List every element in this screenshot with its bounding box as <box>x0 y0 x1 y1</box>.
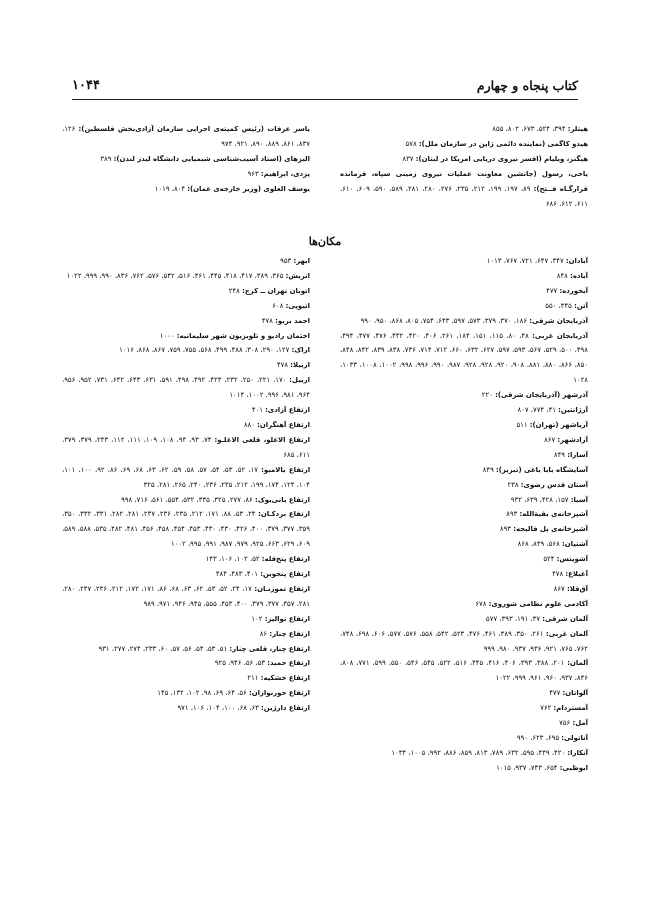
index-entry-pages: ۱۰۰۰ <box>159 331 177 340</box>
index-entry-name: اتیوپی: <box>285 301 310 310</box>
index-entry-name: ارتفاع بالامبو: <box>261 465 311 474</box>
index-entry-pages: ۵۷۸ <box>405 139 419 148</box>
index-entry-name: ارتفاع آهنگران: <box>257 420 310 429</box>
index-entry <box>62 507 310 552</box>
index-entry-pages: ۸۹، ۱۹۷، ۱۹۹، ۲۱۲، ۲۳۵، ۲۷۶، ۲۸۰، ۲۸۱، ۵۸۹، ۵۹۰، ۶۰۹، ۶۱۰، ۶۱۱، ۶۱۲، ۶۸۶ <box>340 184 588 208</box>
index-entry <box>340 269 588 284</box>
index-entry-pages: ۳۶۵، ۳۸۹، ۴۱۷، ۴۱۸، ۴۴۵، ۴۶۱، ۵۱۶، ۵۴۲، ۵۷۶، ۷۶۲، ۸۳۶، ۹۹۰، ۹۹۹، ۱۰۲۲ <box>66 271 286 280</box>
page-number: ۱۰۴۴ <box>72 78 100 93</box>
index-entry-pages: ۶۳، ۶۸، ۱۰۰، ۱۰۴، ۱۰۶، ۹۷۱ <box>177 704 262 713</box>
index-entry <box>62 329 310 344</box>
places-index-right-column <box>340 254 588 776</box>
index-entry-name: ارتفاع حمید: <box>267 659 310 668</box>
index-entry-name: اربیلا: <box>290 361 310 370</box>
index-entry-pages: ۴۷۷ <box>546 286 560 295</box>
index-entry-name: الیزهای (استاد آسیب‌شناسی شیمیایی دانشگاه لیدز لندن): <box>113 154 310 163</box>
index-entry-name: ارتفاع پنج‌قله: <box>261 555 310 564</box>
index-entry-name: ارتفاع خورنوازان: <box>248 689 310 698</box>
index-entry-name: آمستردام: <box>553 704 588 713</box>
index-entry-pages: ۳۴۷، ۶۴۷، ۷۲۱، ۷۶۷، ۱۰۱۳ <box>486 257 566 265</box>
index-entry <box>340 152 588 167</box>
index-entry-pages: ۱۸۶، ۳۷۰، ۳۷۹، ۵۷۳، ۵۹۷، ۶۴۳، ۷۵۴، ۸۰۵، ۸۶۸، ۹۵۰، ۹۹۰ <box>360 316 530 325</box>
index-entry-name: آق‌قلا: <box>566 584 588 593</box>
page-header <box>72 78 578 100</box>
index-entry-pages: ۴۷۸ <box>261 316 276 325</box>
index-entry-pages: ۵۲، ۱۰۲، ۱۰۶، ۱۴۳ <box>205 555 262 564</box>
index-entry <box>340 552 588 567</box>
index-entry-pages: ۱۷، ۲۴، ۵۲، ۵۳، ۶۲، ۶۳، ۶۸، ۸۶، ۱۷۱، ۱۷۲، ۲۱۲، ۲۳۶، ۲۳۷، ۲۸۰، ۲۸۱، ۳۵۷، ۳۷۷، ۳۷۹، ۴۰۰، ۴۵۳، ۵۵۵، ۹۴۵، ۹۴۶، ۹۷۱، ۹۸۹ <box>62 584 310 608</box>
index-entry <box>340 137 588 152</box>
index-entry-name: آشپزخانه‌ی بقیةالله: <box>519 510 588 519</box>
index-entry <box>62 552 310 567</box>
index-entry-name: ارتفاع الاغلو، قلعی الاغلـو: <box>214 435 310 444</box>
index-entry <box>62 373 310 403</box>
index-entry <box>340 448 588 463</box>
index-entry <box>340 299 588 314</box>
index-entry <box>340 537 588 552</box>
index-entry-name: هیدو کاگمی (نماینده دائمی ژاپن در سازمان ملل): <box>418 139 588 148</box>
header-divider <box>72 99 578 100</box>
index-entry <box>340 478 588 493</box>
index-entry-pages: ۶۵۴، ۷۴۳، ۹۳۷، ۱۰۱۵ <box>496 763 560 772</box>
index-entry <box>62 254 310 269</box>
index-entry <box>340 314 588 329</box>
index-entry-pages: ۸۶۷ <box>544 435 558 444</box>
people-index-left-column <box>62 122 310 197</box>
index-entry-name: آلواتان: <box>562 689 588 698</box>
index-entry-pages: ۹۶۳ <box>247 169 261 178</box>
index-entry-pages: ۸۶، ۲۷۷، ۳۲۵، ۳۳۵، ۵۳۲، ۵۵۴، ۵۶۱، ۷۱۶، ۹۹۸ <box>121 495 255 504</box>
index-entry <box>62 686 310 701</box>
index-entry-name: آباده: <box>570 271 588 280</box>
index-entry <box>340 167 588 212</box>
index-entry-pages: ۵۶۸، ۸۴۹، ۸۶۸ <box>517 540 562 549</box>
index-entry-name: آستان قدس رضوی: <box>520 480 588 489</box>
index-entry <box>62 433 310 463</box>
index-entry-pages: ۵۳، ۵۶، ۹۴۶، ۹۲۵ <box>214 659 268 668</box>
index-entry <box>340 493 588 508</box>
index-entry-name: ارتفاع خشکیه: <box>260 674 310 683</box>
index-entry <box>340 746 588 761</box>
index-entry-name: ارتفاع بانی‌یوک: <box>254 495 310 504</box>
index-entry-name: آسیا: <box>570 495 588 504</box>
index-entry-name: ارتفاع چنار: <box>269 629 310 638</box>
index-entry-pages: ۲۴۸ <box>228 286 243 295</box>
index-entry-pages: ۱۷۰، ۲۲۱، ۲۵۰، ۲۳۲، ۴۲۳، ۴۹۲، ۴۹۸، ۵۹۱، ۶۳۱، ۶۴۳، ۶۴۲، ۷۳۱، ۹۵۲، ۹۵۶، ۹۶۴، ۹۸۱، ۹۹۶، ۱۰۰۲، ۱۰۱۴ <box>62 376 310 400</box>
book-title: کتاب پنجاه و چهارم <box>476 78 578 93</box>
index-entry <box>62 671 310 686</box>
index-entry-name: آشتیان: <box>562 540 588 549</box>
index-entry-pages: ۷۵۶ <box>559 719 573 728</box>
index-entry-name: آبخورده: <box>559 286 588 295</box>
index-entry-name: یاحی، رسول (جانشین معاونت عملیات نیروی زمینی سپاه، فرمانده قرارگـاه فــتح): <box>340 169 588 193</box>
index-entry-pages: ۳۷، ۱۹۱، ۳۹۳، ۵۷۷ <box>486 614 543 623</box>
index-entry <box>62 152 310 167</box>
index-entry <box>340 418 588 433</box>
index-entry-pages: ۸۴۹ <box>482 465 496 474</box>
index-entry-name: اربیل: <box>289 376 310 385</box>
index-entry-pages: ۳۴۵، ۵۵۰ <box>545 301 575 310</box>
index-entry-name: ابهر: <box>293 257 310 265</box>
index-entry <box>340 329 588 389</box>
index-entry-name: آنکارا: <box>567 748 588 757</box>
index-entry-name: آناتولی: <box>561 734 588 742</box>
index-entry <box>62 582 310 612</box>
index-entry-pages: ۵۱، ۵۳، ۵۴، ۵۶، ۵۷، ۶۰، ۲۳۳، ۲۷۴، ۲۷۷، ۹۳۱ <box>98 644 230 653</box>
index-entry-name: آرژانتین: <box>558 406 588 415</box>
index-entry <box>340 582 588 597</box>
index-entry-pages: ۴۸، ۸۰، ۱۱۵، ۱۵۱، ۱۸۴، ۲۶۱، ۴۰۶، ۴۲۰، ۴۳۲، ۴۷۶، ۴۷۷، ۴۹۴، ۴۹۸، ۵۰۰، ۵۲۹، ۵۶۷، ۵۹۳، ۵۹۷، ۶۲۷، ۶۳۲، ۶۶۰، ۷۱۲، ۷۱۴، ۷۳۶، ۸۳۸، ۸۳۹، ۸۴۲، ۸۴۸، ۸۵۰، ۸۶۶، ۸۸۰، ۸۸۱، ۹۰۸، ۹۲۰، ۹۲۸، ۹۲۸، ۹۸۷، ۹۹۰، ۹۹۶، ۹۹۸، ۱۰۰۲، ۱۰۰۸، ۱۰۳۳، ۱۰۲۸ <box>340 331 589 385</box>
index-entry-name: آرياشهر (تهران): <box>529 420 588 429</box>
places-index-left-column <box>62 254 310 716</box>
index-entry <box>62 567 310 582</box>
index-entry <box>62 358 310 373</box>
index-entry-name: ارتفاع آزادی: <box>265 406 310 415</box>
index-entry-name: آغبلاغ: <box>565 570 588 579</box>
index-entry-pages: ۸۰۴، ۱۰۱۹ <box>154 184 188 193</box>
index-entry <box>340 403 588 418</box>
index-entry-pages: ۱۰۲ <box>251 614 265 623</box>
index-entry <box>62 642 310 657</box>
index-entry <box>340 567 588 582</box>
index-entry-pages: ۸۹۳ <box>499 525 514 534</box>
index-entry <box>62 463 310 493</box>
index-entry <box>62 656 310 671</box>
index-entry-pages: ۱۲۷، ۲۹۰، ۳۰۸، ۴۸۸، ۴۹۹، ۵۶۸، ۷۵۵، ۷۵۹، ۸۶۷، ۸۶۸، ۱۰۱۶ <box>119 346 292 355</box>
section-title: مکان‌ها <box>308 235 342 248</box>
index-entry-pages: ۲۴، ۵۳، ۸۸، ۱۷۱، ۲۱۲، ۲۳۵، ۲۳۶، ۲۳۷، ۲۸۱، ۲۸۲، ۳۳۱، ۳۳۲، ۳۵۰، ۳۵۹، ۳۷۷، ۳۷۹، ۴۰۰، ۴۲۶، ۴۳۰، ۴۳۰، ۴۵۳، ۴۵۴، ۴۵۸، ۴۵۶، ۴۸۱، ۴۸۲، ۵۳۵، ۵۸۸، ۵۸۹، ۶۰۹، ۶۲۹، ۶۶۳، ۹۲۵، ۹۷۹، ۹۸۷، ۹۹۱، ۹۹۵، ۱۰۰۲ <box>62 510 310 549</box>
index-entry-pages: ۸۹۳ <box>506 510 520 519</box>
index-entry <box>340 522 588 537</box>
index-entry-pages: ۴۰۱، ۴۸۳، ۴۸۴ <box>215 570 261 579</box>
index-entry <box>62 122 310 152</box>
index-entry-name: ارتفاع توالیر: <box>264 614 310 623</box>
index-entry <box>340 507 588 522</box>
people-index-right-column <box>340 122 588 211</box>
index-entry <box>62 493 310 508</box>
index-entry-pages: ۱۲۶، ۸۳۷، ۸۶۱، ۸۸۹، ۸۹۰، ۹۲۱، ۹۷۴ <box>62 125 310 148</box>
index-entry-name: آبادان: <box>565 257 588 265</box>
index-entry <box>62 612 310 627</box>
index-entry <box>340 656 588 686</box>
index-entry <box>340 612 588 627</box>
index-entry-pages: ۶۰۸ <box>272 301 286 310</box>
index-entry-pages: ۲۳۸ <box>507 480 521 489</box>
index-entry-pages: ۴۷۷ <box>549 689 563 698</box>
index-entry-pages: ۵۱۱ <box>516 420 530 429</box>
index-entry-name: آسارا: <box>567 450 588 459</box>
index-entry-pages: ۳۹۴، ۵۲۴، ۶۷۳، ۸۰۲، ۸۵۵ <box>492 125 568 133</box>
index-entry-name: آلمان غربی: <box>545 629 589 638</box>
index-entry-name: یاسر عرفات (رئیس کمیته‌ی اجرایی سازمان آزادی‌بخش فلسطین): <box>78 125 310 133</box>
index-entry-pages: ۶۷۸ <box>475 599 489 608</box>
index-entry-pages: ۹۵۳ <box>280 257 294 265</box>
index-entry-pages: ۸۶۷ <box>553 584 567 593</box>
index-entry-name: اتریش: <box>285 271 310 280</box>
index-entry <box>62 403 310 418</box>
index-entry-pages: ۱۵۷، ۴۲۸، ۶۳۹، ۹۳۲ <box>510 495 571 504</box>
index-entry-name: ارتفاع دارژین: <box>261 704 310 713</box>
index-entry <box>340 597 588 612</box>
index-entry-name: آذربایجان شرقی: <box>529 316 588 325</box>
index-entry-name: آمل: <box>572 719 588 728</box>
index-entry-pages: ۷۴، ۹۳، ۹۴، ۱۰۸، ۱۰۹، ۱۱۱، ۱۱۲، ۲۴۳، ۳۷۹، ۳۷۹، ۶۱۱، ۶۸۵ <box>62 435 310 459</box>
index-entry <box>62 182 310 197</box>
index-entry-name: احمد بریو: <box>275 316 310 325</box>
index-entry-name: آذربایجان غربی: <box>532 331 588 340</box>
index-entry-pages: ۵۲۴ <box>543 555 557 564</box>
index-entry-pages: ۴۲۰، ۴۴۹، ۵۹۵، ۶۳۲، ۷۸۹، ۸۱۳، ۸۵۹، ۸۸۶، ۹۹۲، ۱۰۰۵، ۱۰۳۴ <box>391 748 568 757</box>
index-entry-name: اختمان رادیو و تلویزیون شهر سلیمانیه: <box>176 331 310 340</box>
index-entry <box>62 299 310 314</box>
index-entry-name: ابوظبی: <box>559 763 588 772</box>
index-entry-pages: ۴۷۸ <box>276 361 291 370</box>
index-entry <box>340 686 588 701</box>
index-entry-name: آسایشگاه بابا باغی (تبریز): <box>495 465 588 474</box>
index-entry <box>340 627 588 657</box>
index-entry <box>62 167 310 182</box>
index-entry-pages: ۲۶۱، ۳۵۰، ۳۸۹، ۴۶۱، ۴۷۶، ۵۲۳، ۵۴۲، ۵۵۸، ۵۷۶، ۵۷۷، ۶۰۶، ۶۹۸، ۷۴۸، ۷۶۲، ۷۶۵، ۹۲۱، ۹۳۶، ۹۳۷، ۹۸۰، ۹۹۹ <box>340 629 588 653</box>
index-entry-name: اراک: <box>291 346 310 355</box>
index-entry <box>340 284 588 299</box>
index-entry-name: آشویتس: <box>556 555 588 564</box>
index-entry-name: اتوبان تهران ــ کرج: <box>242 286 310 295</box>
index-entry-name: یوسف العلوی (وزیر خارجه‌ی عمان): <box>187 184 310 193</box>
index-entry-pages: ۳۸۹ <box>100 154 114 163</box>
index-entry <box>62 269 310 284</box>
index-entry <box>62 627 310 642</box>
index-entry <box>340 761 588 776</box>
index-entry <box>62 701 310 716</box>
index-entry-pages: ۸۶ <box>259 629 270 638</box>
index-entry-name: آلمان: <box>567 659 589 668</box>
index-entry <box>340 388 588 403</box>
index-entry <box>62 343 310 358</box>
index-entry-name: ارتفاع چنار، قلعی چنار: <box>229 644 310 653</box>
index-entry-name: هیتلر: <box>567 125 588 133</box>
index-entry-pages: ۱۷، ۵۲، ۵۳، ۵۴، ۵۷، ۵۸، ۵۹، ۶۲، ۶۳، ۶۸، ۶۹، ۸۶، ۹۲، ۱۰۰، ۱۰۱، ۱۰۴، ۱۲۴، ۱۷۴، ۱۹۹، ۲۱۲، ۲۳۵، ۲۳۶، ۲۴۰، ۲۶۵، ۲۸۱، ۳۲۵ <box>62 465 310 489</box>
index-entry <box>62 284 310 299</box>
index-entry-pages: ۶۹۵، ۶۲۳، ۹۹۰ <box>516 734 562 742</box>
index-entry-name: آشپزخانه‌ی پل فالیجه: <box>513 525 588 534</box>
index-entry-name: هیگنز، ویلیام (افسر نیروی دریایی امریکا در لبنان): <box>415 154 588 163</box>
index-entry-pages: ۲۲۰ <box>481 391 496 400</box>
index-entry-name: آتن: <box>574 301 588 310</box>
index-entry-name: یزدی، ابراهیم: <box>260 169 310 178</box>
index-entry-pages: ۸۸۰ <box>243 420 258 429</box>
index-entry-name: ارتفاع تموزنـان: <box>254 584 310 593</box>
index-entry-pages: ۸۳۷ <box>402 154 416 163</box>
index-entry-name: ارتفاع بردکـان: <box>258 510 311 519</box>
index-entry-name: آذرشهر (آذربایجان شرقی): <box>495 391 588 400</box>
index-entry <box>340 701 588 716</box>
index-entry <box>340 122 588 137</box>
index-entry <box>340 254 588 269</box>
index-entry-pages: ۴۱، ۷۷۴، ۸۰۷ <box>517 406 559 415</box>
index-entry-pages: ۲۱۱ <box>247 674 261 683</box>
index-entry-name: ارتفاع پنجوین: <box>260 570 310 579</box>
index-entry-pages: ۵۶، ۶۴، ۶۹، ۹۸، ۱۰۲، ۱۳۲، ۱۴۵ <box>157 689 249 698</box>
index-entry <box>62 418 310 433</box>
index-entry-name: آکادمی علوم نظامی شوروی: <box>488 599 588 608</box>
index-entry <box>340 433 588 448</box>
index-entry <box>340 716 588 731</box>
index-entry-pages: ۸۴۹ <box>553 450 568 459</box>
index-entry-name: آلمان شرقی: <box>542 614 588 623</box>
index-entry-pages: ۴۰۱ <box>251 406 266 415</box>
index-entry-pages: ۴۷۸ <box>552 570 566 579</box>
index-entry-pages: ۸۴۸ <box>556 271 571 280</box>
index-entry <box>340 731 588 746</box>
index-entry <box>62 314 310 329</box>
index-entry-pages: ۷۶۲ <box>540 704 554 713</box>
index-entry <box>340 463 588 478</box>
index-entry-pages: ۲۰۱، ۳۸۸، ۳۹۳، ۴۰۶، ۴۱۶، ۴۴۵، ۵۱۶، ۵۲۲، ۵۴۵، ۵۴۶، ۵۵۰، ۵۹۹، ۷۷۱، ۸۰۸، ۸۳۶، ۹۳۷، ۹۶۰، ۹۶۱، ۹۹۹، ۱۰۲۲ <box>340 659 588 683</box>
index-entry-name: آزادشهر: <box>557 435 588 444</box>
